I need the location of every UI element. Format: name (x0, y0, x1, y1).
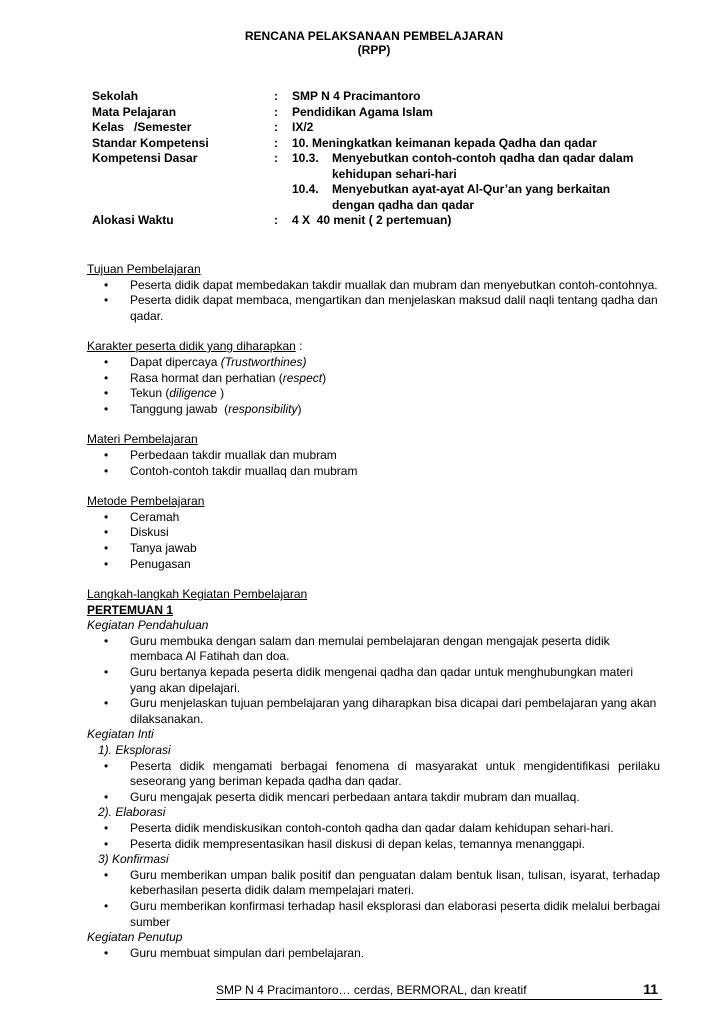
bullet-icon: • (104, 867, 109, 882)
identity-colon: : (274, 89, 278, 103)
list-item-text: Guru membuat simpulan dari pembelajaran. (130, 945, 365, 960)
list-item-text: Guru memberikan konfirmasi terhadap hasil eksplorasi dan elaborasi peserta didik melalui berbagai sumber (130, 898, 660, 929)
bullet-icon: • (104, 447, 109, 462)
bullet-icon: • (104, 354, 109, 369)
identity-colon: : (274, 151, 278, 165)
bullet-icon: • (104, 821, 109, 835)
page-number: 11 (643, 981, 658, 997)
phase-heading: 2). Elaborasi (98, 805, 166, 820)
section-heading: Langkah-langkah Kegiatan Pembelajaran (87, 587, 308, 602)
list-item-text: Ceramah (130, 509, 180, 524)
section-materi (87, 432, 660, 479)
kd-item (292, 182, 652, 213)
list-item-text: Tekun ( (130, 386, 170, 401)
bullet-icon: • (104, 509, 109, 524)
list-item (87, 464, 660, 480)
identity-colon: : (274, 213, 278, 227)
list-item-text: Diskusi (130, 525, 169, 540)
list-item-text: Tanya jawab (130, 540, 197, 555)
list-item-text: Rasa hormat dan perhatian ( (130, 370, 283, 385)
bullet-list (87, 448, 660, 479)
bullet-icon: • (104, 401, 109, 416)
identity-label: Kelas /Semester (92, 120, 192, 134)
identity-colon: : (274, 120, 278, 134)
bullet-icon: • (104, 836, 109, 851)
bullet-icon: • (104, 293, 109, 308)
list-item (87, 525, 660, 541)
document-title (0, 29, 728, 57)
bullet-list (87, 510, 660, 572)
bullet-list (87, 946, 660, 962)
bullet-icon: • (104, 525, 109, 540)
list-item-text: Tanggung jawab ( (130, 401, 229, 416)
identity-table (90, 89, 652, 229)
list-item (87, 696, 660, 727)
subsection-heading: Kegiatan Penutup (87, 930, 183, 945)
title-line-2: (RPP) (357, 43, 391, 57)
phase-heading: 3) Konfirmasi (98, 852, 169, 867)
bullet-icon: • (104, 665, 109, 680)
identity-label: Kompetensi Dasar (92, 151, 198, 165)
identity-row-mapel (90, 105, 652, 121)
list-item (87, 355, 660, 371)
identity-row-sk (90, 136, 652, 152)
list-item-text: Contoh-contoh takdir muallaq dan mubram (130, 463, 358, 478)
list-item (87, 510, 660, 526)
bullet-icon: • (104, 945, 109, 960)
bullet-icon: • (104, 633, 109, 648)
list-item-after: ) (216, 386, 225, 401)
bullet-icon: • (104, 386, 109, 401)
identity-value: 4 X 40 menit ( 2 pertemuan) (292, 213, 452, 227)
list-item-italic: (Trustworthines) (220, 354, 307, 369)
subsection-heading: Kegiatan Pendahuluan (87, 618, 209, 633)
list-item-text: Guru memberikan umpan balik positif dan penguatan dalam bentuk lisan, tulisan, isyarat, terhadap keberhasilan peserta didik dalam mempelajari materi. (130, 867, 660, 898)
list-item (87, 634, 660, 665)
bullet-list (87, 868, 660, 930)
identity-value: 10. Meningkatkan keimanan kepada Qadha dan qadar (292, 135, 597, 150)
list-item (87, 759, 660, 790)
kd-number: 10.4. (292, 182, 319, 196)
list-item (87, 371, 660, 387)
list-item-text: Guru menjelaskan tujuan pembelajaran yang diharapkan bisa dicapai dari pembelajaran yang akan dilaksanakan. (130, 696, 657, 726)
identity-row-alokasi (90, 213, 652, 229)
section-heading: Tujuan Pembelajaran (87, 262, 201, 276)
list-item-italic: diligence (169, 386, 217, 401)
list-item-text: Guru mengajak peserta didik mencari perbedaan antara takdir mubram dan muallaq. (130, 789, 580, 804)
list-item (87, 837, 660, 853)
title-line-1: RENCANA PELAKSANAAN PEMBELAJARAN (244, 29, 504, 43)
list-item (87, 448, 660, 464)
list-item (87, 402, 660, 418)
section-langkah (87, 587, 660, 961)
identity-value: SMP N 4 Pracimantoro (292, 89, 421, 103)
section-heading: Karakter peserta didik yang diharapkan (87, 339, 296, 354)
list-item (87, 293, 660, 324)
identity-row-kelas (90, 120, 652, 136)
bullet-list (87, 634, 660, 728)
list-item-text: Peserta didik mendiskusikan contoh-contoh qadha dan qadar dalam kehidupan sehari-hari. (130, 821, 614, 835)
subsection-heading: Kegiatan Inti (87, 727, 154, 742)
list-item (87, 541, 660, 557)
section-karakter (87, 339, 660, 417)
kd-item (292, 151, 652, 182)
list-item-text: Guru membuka dengan salam dan memulai pembelajaran dengan mengajak peserta didik membaca Al Fatihah dan doa. (130, 633, 610, 664)
bullet-icon: • (104, 758, 109, 773)
list-item-text: Guru bertanya kepada peserta didik mengenai qadha dan qadar untuk menghubungkan materi yang akan dipelajari. (130, 665, 634, 695)
list-item-text: Peserta didik dapat membedakan takdir muallak dan mubram dan menyebutkan contoh-contohnya. (130, 277, 658, 292)
list-item-text: Penugasan (130, 556, 191, 571)
bullet-icon: • (104, 789, 109, 804)
kd-text: Menyebutkan contoh-contoh qadha dan qadar dalam kehidupan sehari-hari (332, 151, 634, 181)
section-tujuan (87, 262, 660, 324)
document-body (87, 262, 660, 961)
bullet-icon: • (104, 540, 109, 555)
list-item (87, 790, 660, 806)
bullet-icon: • (104, 463, 109, 478)
list-item (87, 557, 660, 573)
list-item (87, 278, 660, 294)
list-item (87, 946, 660, 962)
list-item-after: ) (297, 401, 302, 416)
list-item-text: Peserta didik dapat membaca, mengartikan dan menjelaskan maksud dalil naqli tentang qadha dan qadar. (130, 293, 658, 323)
bullet-list (87, 355, 660, 417)
identity-label: Mata Pelajaran (92, 104, 177, 119)
list-item-text: Peserta didik mempresentasikan hasil diskusi di depan kelas, temannya menanggapi. (130, 836, 585, 851)
list-item (87, 665, 660, 696)
bullet-icon: • (104, 696, 109, 711)
identity-label: Standar Kompetensi (92, 135, 209, 150)
footer-divider (216, 999, 662, 1000)
bullet-icon: • (104, 370, 109, 385)
list-item-text: Peserta didik mengamati berbagai fenomena di masyarakat untuk mengidentifikasi perilaku seseorang yang beriman kepada qadha dan qadar. (130, 758, 660, 789)
bullet-icon: • (104, 277, 109, 292)
section-heading: Metode Pembelajaran (87, 494, 205, 509)
list-item-text: Dapat dipercaya (130, 354, 221, 369)
identity-label: Sekolah (92, 89, 139, 103)
section-metode (87, 494, 660, 572)
list-item (87, 821, 660, 837)
identity-value: IX/2 (292, 120, 314, 134)
bullet-icon: • (104, 898, 109, 913)
identity-row-sekolah (90, 89, 652, 105)
section-heading: Materi Pembelajaran (87, 432, 198, 447)
list-item (87, 899, 660, 930)
kd-text: Menyebutkan ayat-ayat Al-Qur’an yang berkaitan dengan qadha dan qadar (332, 182, 611, 212)
list-item-italic: respect (282, 370, 323, 385)
bullet-list (87, 278, 660, 325)
heading-colon: : (295, 339, 303, 354)
list-item-italic: responsibility (228, 401, 298, 416)
phase-heading: 1). Eksplorasi (98, 743, 171, 758)
bullet-icon: • (104, 556, 109, 571)
identity-value: Pendidikan Agama Islam (292, 104, 433, 119)
identity-label: Alokasi Waktu (92, 213, 174, 227)
bullet-list (87, 759, 660, 806)
identity-row-kd (90, 151, 652, 213)
kd-number: 10.3. (292, 151, 319, 165)
section-heading-line (87, 339, 660, 355)
footer-text: SMP N 4 Pracimantoro… cerdas, BERMORAL, dan kreatif (216, 983, 527, 997)
meeting-heading: PERTEMUAN 1 (87, 602, 174, 617)
identity-colon: : (274, 104, 278, 119)
bullet-list (87, 821, 660, 852)
list-item-after: ) (322, 370, 327, 385)
list-item-text: Perbedaan takdir muallak dan mubram (130, 447, 337, 462)
list-item (87, 868, 660, 899)
identity-value (292, 151, 652, 213)
identity-colon: : (274, 135, 278, 150)
list-item (87, 386, 660, 402)
